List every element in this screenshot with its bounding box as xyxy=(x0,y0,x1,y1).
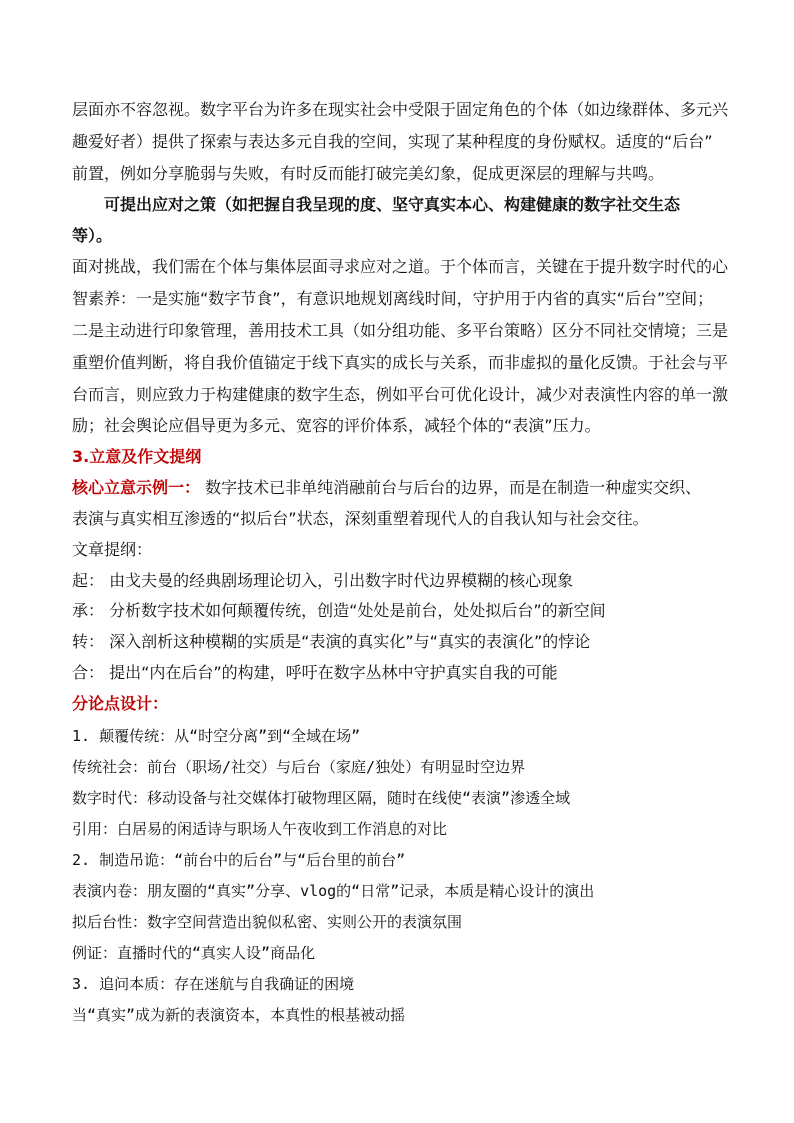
paragraph-line: 励；社会舆论应倡导更为多元、宽容的评价体系，减轻个体的“表演”压力。 xyxy=(72,416,601,435)
outline-item: 起： 由戈夫曼的经典剧场理论切入，引出数字时代边界模糊的核心现象 xyxy=(72,571,574,590)
argument-line: 例证：直播时代的“真实人设”商品化 xyxy=(72,944,316,962)
core-idea-text: 数字技术已非单纯消融前台与后台的边界，而是在制造一种虚实交织、 xyxy=(200,478,702,497)
argument-line: 传统社会：前台（职场/社交）与后台（家庭/独处）有明显时空边界 xyxy=(72,758,526,776)
bold-heading-line: 等）。 xyxy=(72,226,113,245)
sub-heading: 分论点设计： xyxy=(72,694,169,713)
section-heading: 3.立意及作文提纲 xyxy=(72,447,202,466)
paragraph-line: 台而言，则应致力于构建健康的数字生态，例如平台可优化设计，减少对表演性内容的单一激 xyxy=(72,385,729,404)
outline-item: 承： 分析数字技术如何颠覆传统，创造“处处是前台，处处拟后台”的新空间 xyxy=(72,601,606,620)
outline-item: 合： 提出“内在后台”的构建，呼吁在数字丛林中守护真实自我的可能 xyxy=(72,663,558,682)
outline-item: 转： 深入剖析这种模糊的实质是“表演的真实化”与“真实的表演化”的悖论 xyxy=(72,632,591,651)
paragraph-line: 智素养：一是实施“数字节食”，有意识地规划离线时间，守护用于内省的真实“后台”空间； xyxy=(72,289,714,308)
argument-heading: 3. 追问本质：存在迷航与自我确证的困境 xyxy=(72,975,355,993)
outline-title: 文章提纲： xyxy=(72,540,153,559)
paragraph-line: 二是主动进行印象管理，善用技术工具（如分组功能、多平台策略）区分不同社交情境；三是 xyxy=(72,321,729,340)
argument-line: 拟后台性：数字空间营造出貌似私密、实则公开的表演氛围 xyxy=(72,913,463,931)
bold-heading-line: 可提出应对之策（如把握自我呈现的度、坚守真实本心、构建健康的数字社交生态 xyxy=(104,195,681,214)
paragraph-line: 层面亦不容忽视。数字平台为许多在现实社会中受限于固定角色的个体（如边缘群体、多元兴 xyxy=(72,100,729,119)
core-idea-line: 表演与真实相互渗透的“拟后台”状态，深刻重塑着现代人的自我认知与社会交往。 xyxy=(72,509,649,528)
paragraph-line: 趣爱好者）提供了探索与表达多元自我的空间，实现了某种程度的身份赋权。适度的“后台” xyxy=(72,132,713,151)
argument-line: 数字时代：移动设备与社交媒体打破物理区隔，随时在线使“表演”渗透全域 xyxy=(72,789,571,807)
core-idea-line xyxy=(72,477,701,499)
argument-line: 引用：白居易的闲适诗与职场人午夜收到工作消息的对比 xyxy=(72,820,448,838)
paragraph-line: 面对挑战，我们需在个体与集体层面寻求应对之道。于个体而言，关键在于提升数字时代的心 xyxy=(72,257,729,276)
paragraph-line: 重塑价值判断，将自我价值锚定于线下真实的成长与关系，而非虚拟的量化反馈。于社会与平 xyxy=(72,353,729,372)
argument-line: 当“真实”成为新的表演资本，本真性的根基被动摇 xyxy=(72,1006,406,1024)
argument-line: 表演内卷：朋友圈的“真实”分享、vlog的“日常”记录，本质是精心设计的演出 xyxy=(72,882,595,900)
argument-heading: 2. 制造吊诡：“前台中的后台”与“后台里的前台” xyxy=(72,851,406,869)
core-idea-label: 核心立意示例一： xyxy=(72,478,201,497)
argument-heading: 1. 颠覆传统：从“时空分离”到“全域在场” xyxy=(72,727,361,745)
paragraph-line: 前置，例如分享脆弱与失败，有时反而能打破完美幻象，促成更深层的理解与共鸣。 xyxy=(72,164,665,183)
